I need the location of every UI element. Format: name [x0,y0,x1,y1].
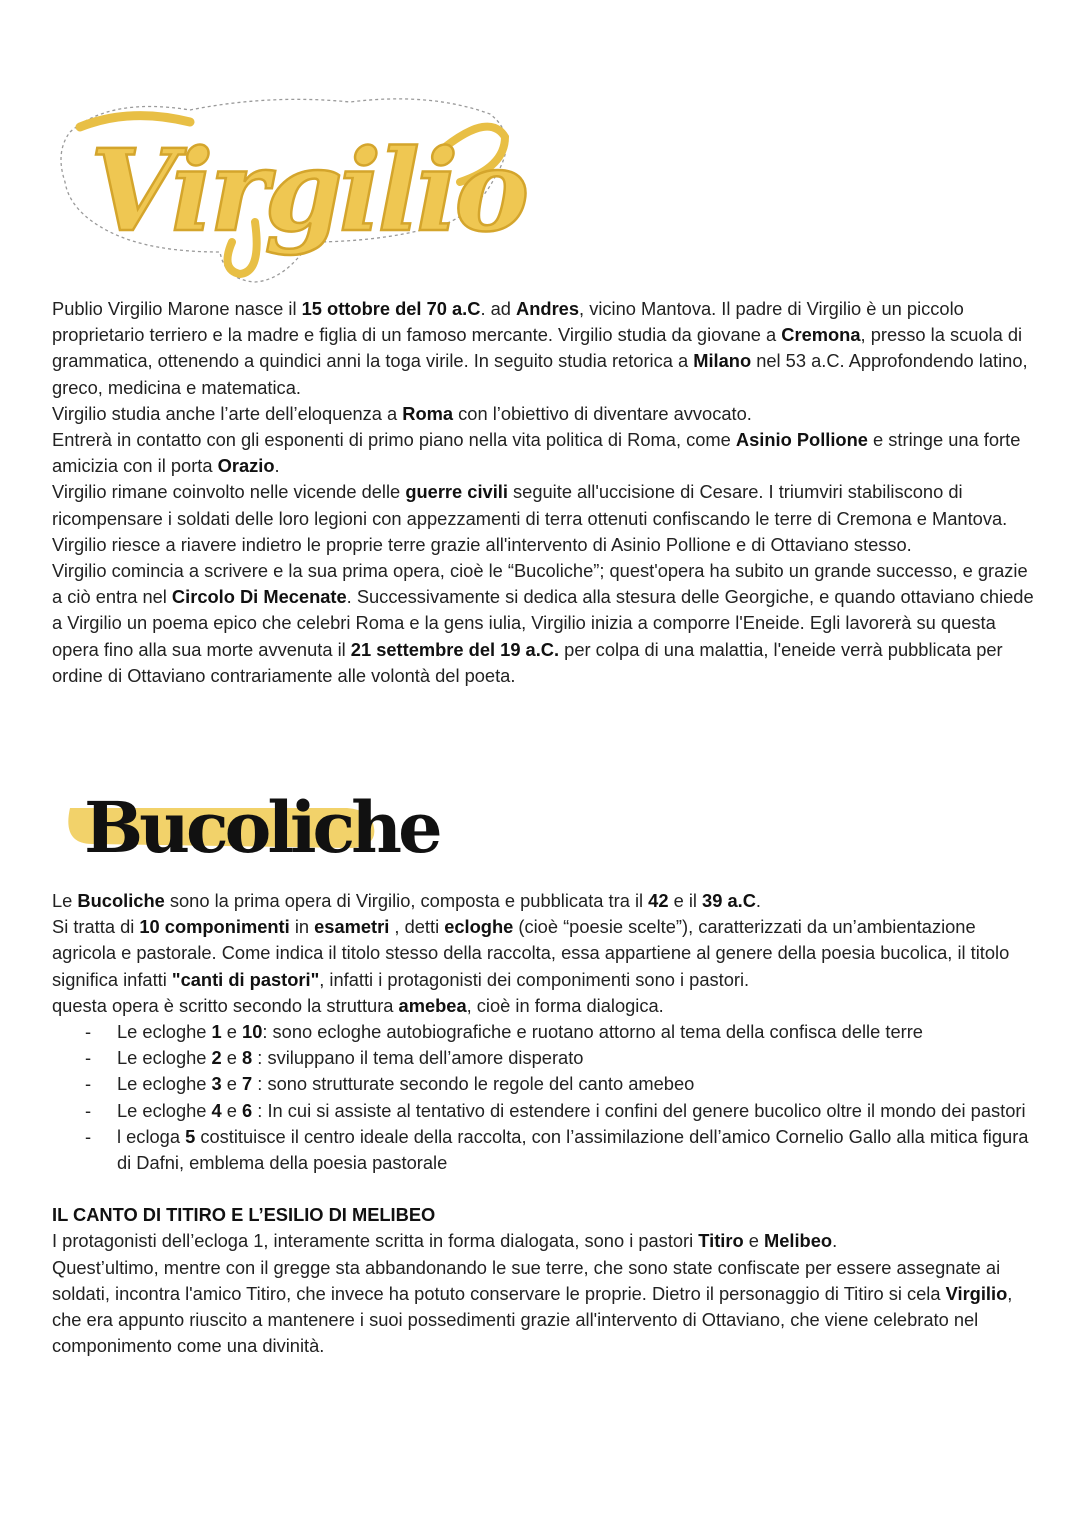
bio-paragraph-5: Virgilio comincia a scrivere e la sua prima opera, cioè le “Bucoliche”; quest'opera ha subito un grande successo, e grazie a ciò entra nel Circolo Di Mecenate. Successivamente si dedica alla stesura delle Georgiche, e quando ottaviano chiede a Virgilio un poema epico che celebri Roma e la gens iulia, Virgilio inizia a comporre l'Eneide. Egli lavorerà su questa opera fino alla sua morte avvenuta il 21 settembre del 19 a.C. per colpa di una malattia, l'eneide verrà pubblicata per ordine di Ottaviano contrariamente alle volontà del poeta. [52,560,1034,686]
list-item: - l ecloga 5 costituisce il centro ideale della raccolta, con l’assimilazione dell’amico Cornelio Gallo alla mitica figura di Dafni, emblema della poesia pastorale [117,1124,1037,1176]
bucoliche-paragraph-3: questa opera è scritto secondo la struttura amebea, cioè in forma dialogica. [52,994,664,1016]
virgilio-title-text: Virgilio [90,126,526,257]
titiro-paragraph-2: Quest’ultimo, mentre con il gregge sta abbandonando le sue terre, che sono state confiscate per essere assegnate ai soldati, incontra l'amico Titiro, che invece ha potuto conservare le proprie. Dietro il personaggio di Titiro si cela Virgilio, che era appunto riuscito a mantenere i suoi possedimenti grazie all'intervento di Ottaviano, che viene celebrato nel componimento come una divinità. [52,1256,1013,1357]
eclogues-list [52,1019,1037,1176]
bio-paragraph-4: Virgilio rimane coinvolto nelle vicende delle guerre civili seguite all'uccisione di Cesare. I triumviri stabiliscono di ricompensare i soldati delle loro legioni con appezzamenti di terra ottenuti confiscando le terre di Cremona e Mantova. Virgilio riesce a riavere indietro le proprie terre grazie all'intervento di Asinio Pollione e di Ottaviano stesso. [52,481,1008,555]
bio-paragraph-3: Entrerà in contatto con gli esponenti di primo piano nella vita politica di Roma, come Asinio Pollione e stringe una forte amicizia con il porta Orazio. [52,429,1021,477]
titiro-paragraph-1: I protagonisti dell’ecloga 1, interamente scritta in forma dialogata, sono i pastori Titiro e Melibeo. [52,1230,838,1252]
bucoliche-paragraph-2: Si tratta di 10 componimenti in esametri , detti ecloghe (cioè “poesie scelte”), caratterizzati da un’ambientazione agricola e pastorale. Come indica il titolo stesso della raccolta, essa appartiene al genere della poesia bucolica, il titolo significa infatti "canti di pastori", infatti i protagonisti dei componimenti sono i pastori. [52,916,1010,990]
bucoliche-paragraph-1: Le Bucoliche sono la prima opera di Virgilio, composta e pubblicata tra il 42 e il 39 a.C. [52,890,761,911]
section-heading: IL CANTO DI TITIRO E L’ESILIO DI MELIBEO [52,1204,436,1226]
bucoliche-title-art [52,772,439,869]
virgilio-title-art [50,92,526,287]
list-item: - Le ecloghe 2 e 8 : sviluppano il tema dell’amore disperato [117,1045,1037,1071]
list-item: - Le ecloghe 3 e 7 : sono strutturate secondo le regole del canto amebeo [117,1071,1037,1097]
bucoliche-title-text: Bucoliche [84,786,439,869]
list-item: - Le ecloghe 1 e 10: sono ecloghe autobiografiche e ruotano attorno al tema della confisca delle terre [117,1019,1037,1045]
bio-paragraph-1: Publio Virgilio Marone nasce il 15 ottobre del 70 a.C. ad Andres, vicino Mantova. Il padre di Virgilio è un piccolo proprietario terriero e la madre e figlia di un famoso mercante. Virgilio studia da giovane a Cremona, presso la scuola di grammatica, ottenendo a quindici anni la toga virile. In seguito studia retorica a Milano nel 53 a.C. Approfondendo latino, greco, medicina e matematica. [52,298,1028,398]
bucoliche-section [52,888,1037,1359]
biography-section [52,296,1037,689]
bio-paragraph-2: Virgilio studia anche l’arte dell’eloquenza a Roma con l’obiettivo di diventare avvocato. [52,402,752,424]
list-item: - Le ecloghe 4 e 6 : In cui si assiste al tentativo di estendere i confini del genere bucolico oltre il mondo dei pastori [117,1098,1037,1124]
